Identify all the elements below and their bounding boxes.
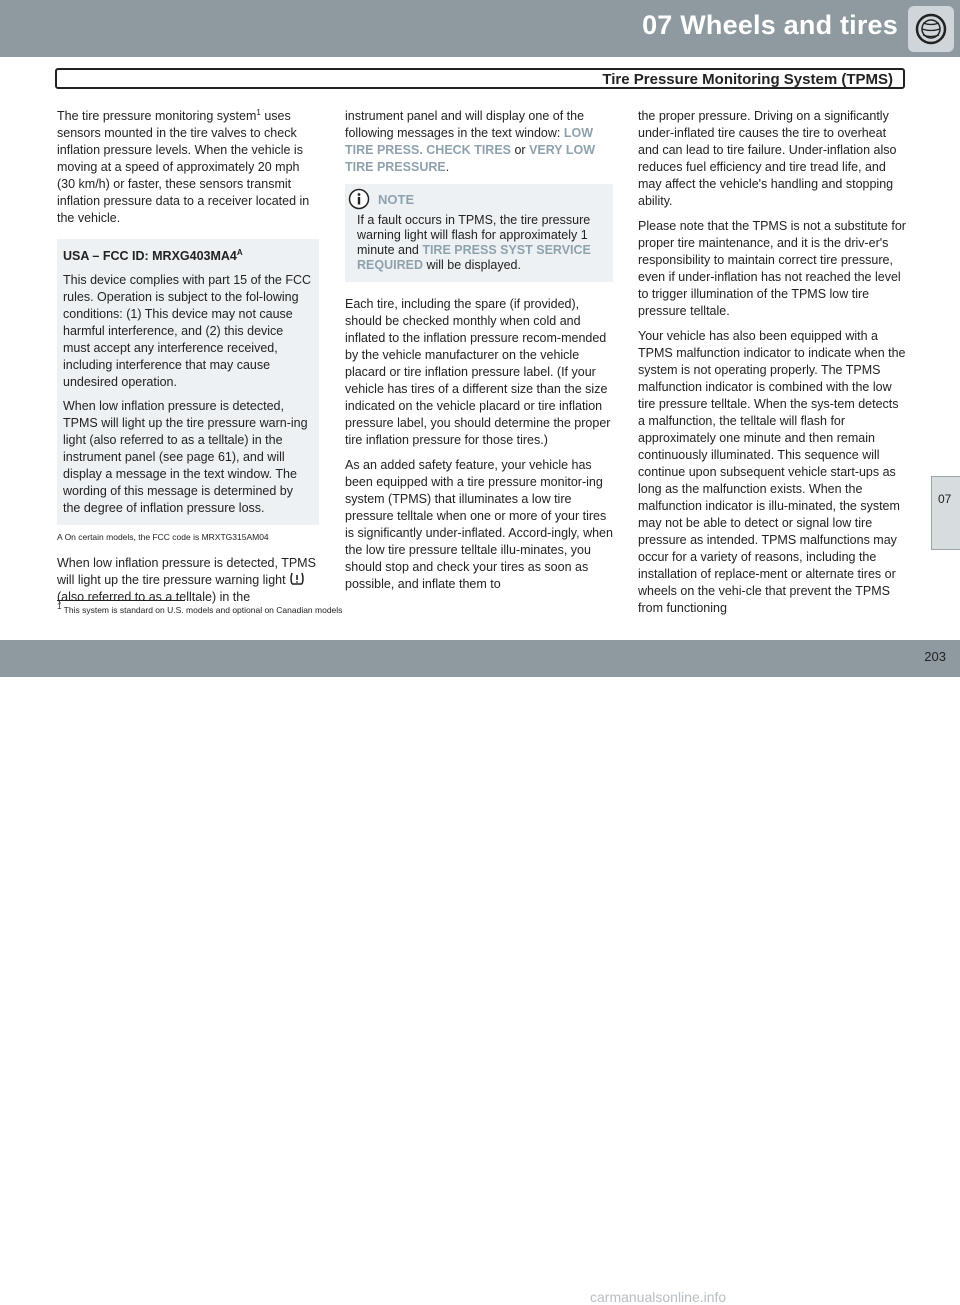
note-label: NOTE: [378, 191, 415, 207]
safety-feature-paragraph: As an added safety feature, your vehicle has been equipped with a tire pressure monitor-ing system (TPMS) that illuminates a low tire pressure telltale when one or more of your tires is significantly under-inflated. Accord-ingly, when the low tire pressure telltale illu-minates, you should stop and check your tires as soon as possible, and inflate them to: [345, 458, 613, 591]
message-very-low-tire-pressure: VERY LOW TIRE PRESSURE: [345, 143, 596, 174]
monthly-check-paragraph: Each tire, including the spare (if provided), should be checked monthly when cold and inflated to the inflation pressure recom-mended by the vehicle manufacturer on the vehicle placard or tire inflation pressure label. (If your vehicle has tires of a different size than the size indicated on the vehicle placard or tire inflation pressure label, you should determine the proper tire inflation pressure for those tires.): [345, 297, 611, 447]
chapter-icon-box: [908, 6, 954, 52]
chapter-header: [0, 0, 960, 57]
warning-light-paragraph: When low inflation pressure is detected, TPMS will light up the tire pressure warning light (also referred to as a telltale) in the: [57, 556, 316, 604]
page-number: 203: [924, 649, 946, 664]
column-3: [638, 108, 906, 625]
tire-pressure-warning-icon: [289, 572, 305, 586]
section-title: Tire Pressure Monitoring System (TPMS): [602, 71, 893, 88]
message-low-tire-press: LOW TIRE PRESS. CHECK TIRES: [345, 126, 594, 157]
section-bar: [55, 68, 905, 89]
fcc-box: [57, 239, 319, 525]
info-icon: [348, 188, 370, 210]
footnote-a: A On certain models, the FCC code is MRXTG315AM04: [57, 532, 269, 542]
proper-pressure-paragraph: the proper pressure. Driving on a significantly under-inflated tire causes the tire to overheat and can lead to tire failure. Under-inflation also reduces fuel efficiency and tire tread life, and may affect the vehicle's handling and stopping ability.: [638, 109, 897, 208]
footnote-divider: [57, 600, 185, 601]
messages-paragraph: instrument panel and will display one of the following messages in the text window: LOW TIRE PRESS. CHECK TIRES or VERY LOW TIRE PRESSURE.: [345, 109, 596, 174]
fcc-compliance-text: This device complies with part 15 of the FCC rules. Operation is subject to the fol-lowing conditions: (1) This device may not cause harmful interference, and (2) this device must accept any interference received, including interference that may cause undesired operation.: [63, 273, 312, 389]
chapter-side-tab[interactable]: [931, 476, 960, 550]
side-tab-label: 07: [938, 492, 952, 506]
message-service-required: TIRE PRESS SYST SERVICE REQUIRED: [357, 243, 591, 272]
malfunction-paragraph: Your vehicle has also been equipped with a TPMS malfunction indicator to indicate when the system is not operating properly. The TPMS malfunction indicator is combined with the low tire pressure telltale. When the sys-tem detects a malfunction, the telltale will flash for approximately one minute and then remain continuously illuminated. This sequence will continue upon subsequent vehicle start-ups as long as the malfunction exists. When the malfunction indicator is illu-minated, the system may not be able to detect or signal low tire pressure as intended. TPMS malfunctions may occur for a variety of reasons, including the installation of replace-ment or alternate tires or wheels on the vehi-cle that prevent the TPMS from functioning: [638, 329, 906, 615]
note-box: [345, 184, 613, 282]
note-text: If a fault occurs in TPMS, the tire pressure warning light will flash for approximately 1 minute and TIRE PRESS SYST SERVICE REQUIRED will be displayed.: [357, 213, 591, 272]
watermark: carmanualsonline.info: [590, 1289, 727, 1305]
column-1: [57, 108, 319, 614]
intro-paragraph: The tire pressure monitoring system$^1$ uses sensors mounted in the tire valves to check inflation pressure levels. When the vehicle is moving at a speed of approximately 20 mph (30 km/h) or faster, these sensors transmit inflation pressure data to a receiver located in the vehicle.: [57, 107, 310, 225]
page-footer: [0, 640, 960, 1305]
tire-icon: [914, 12, 948, 46]
note-header: [345, 184, 613, 213]
fcc-title: USA – FCC ID: $MRXG403MA4^A$: [63, 247, 243, 263]
not-substitute-paragraph: Please note that the TPMS is not a substitute for proper tire maintenance, and it is the driv-er's responsibility to maintain correct tire pressure, even if under-inflation has not reached the level to trigger illumination of the TPMS low tire pressure telltale.: [638, 219, 906, 318]
column-2: [345, 108, 613, 601]
footnote-1: $^1$ This system is standard on U.S. models and optional on Canadian models: [57, 602, 343, 615]
fcc-warning-text: When low inflation pressure is detected, TPMS will light up the tire pressure warn-ing light (also referred to as a telltale) in the instrument panel (see page 61), and will display a message in the text window. The wording of this message is determined by the degree of inflation pressure loss.: [63, 399, 308, 515]
chapter-title: 07 Wheels and tires: [642, 10, 898, 40]
